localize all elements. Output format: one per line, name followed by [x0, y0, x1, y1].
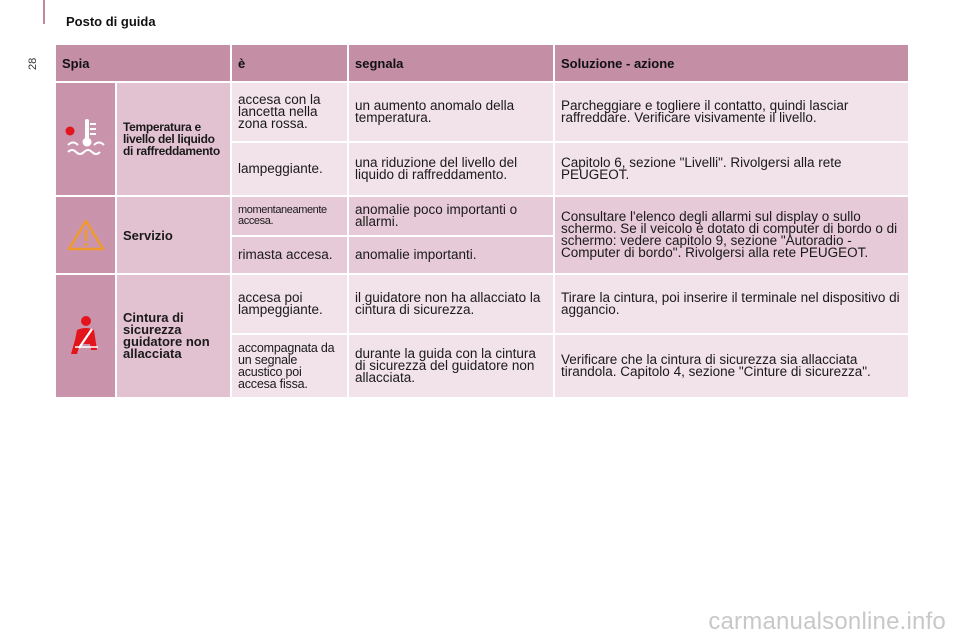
state-cell: accesa poi lampeggiante.: [232, 275, 347, 333]
action-cell: Parcheggiare e togliere il contatto, quindi lasciar raffreddare. Verificare visivamente il livello.: [555, 83, 908, 141]
signal-cell: anomalie poco importanti o allarmi.: [349, 197, 553, 235]
state-cell: lampeggiante.: [232, 143, 347, 195]
signal-cell: il guidatore non ha allacciato la cintura di sicurezza.: [349, 275, 553, 333]
state-cell: rimasta accesa.: [232, 237, 347, 273]
signal-cell: un aumento anomalo della temperatura.: [349, 83, 553, 141]
action-cell: Tirare la cintura, poi inserire il terminale nel dispositivo di aggancio.: [555, 275, 908, 333]
action-cell: Verificare che la cintura di sicurezza sia allacciata tirandola. Capitolo 4, sezione "Cinture di sicurezza".: [555, 335, 908, 397]
action-cell: Consultare l'elenco degli allarmi sul display o sullo schermo. Se il veicolo è dotato di computer di bordo o di schermo: vedere capitolo 9, sezione "Autoradio - Computer di bordo". Rivolgersi alla rete PEUGEOT.: [555, 197, 908, 273]
watermark: carmanualsonline.info: [708, 608, 946, 635]
warning-lights-table: [56, 45, 904, 397]
section-accent-bar: [43, 0, 45, 24]
column-header-spia: Spia: [56, 45, 230, 81]
column-header-soluzione: Soluzione - azione: [555, 45, 908, 81]
warning-name-seatbelt: Cintura di sicurezza guidatore non allacciata: [117, 275, 230, 397]
signal-cell: anomalie importanti.: [349, 237, 553, 273]
column-header-segnala: segnala: [349, 45, 553, 81]
section-title: Posto di guida: [66, 14, 156, 29]
signal-cell: durante la guida con la cintura di sicurezza del guidatore non allacciata.: [349, 335, 553, 397]
signal-cell: una riduzione del livello del liquido di raffreddamento.: [349, 143, 553, 195]
action-cell: Capitolo 6, sezione "Livelli". Rivolgersi alla rete PEUGEOT.: [555, 143, 908, 195]
coolant-temperature-icon: [56, 83, 115, 195]
seatbelt-icon: [56, 275, 115, 397]
column-header-stato: è: [232, 45, 347, 81]
page-number: 28: [27, 57, 39, 70]
state-cell: momentaneamente accesa.: [232, 197, 347, 235]
state-cell: accompagnata da un segnale acustico poi accesa fissa.: [232, 335, 347, 397]
warning-name-service: Servizio: [117, 197, 230, 273]
warning-name-coolant: Temperatura e livello del liquido di raffreddamento: [117, 83, 230, 195]
state-cell: accesa con la lancetta nella zona rossa.: [232, 83, 347, 141]
warning-triangle-icon: [56, 197, 115, 273]
